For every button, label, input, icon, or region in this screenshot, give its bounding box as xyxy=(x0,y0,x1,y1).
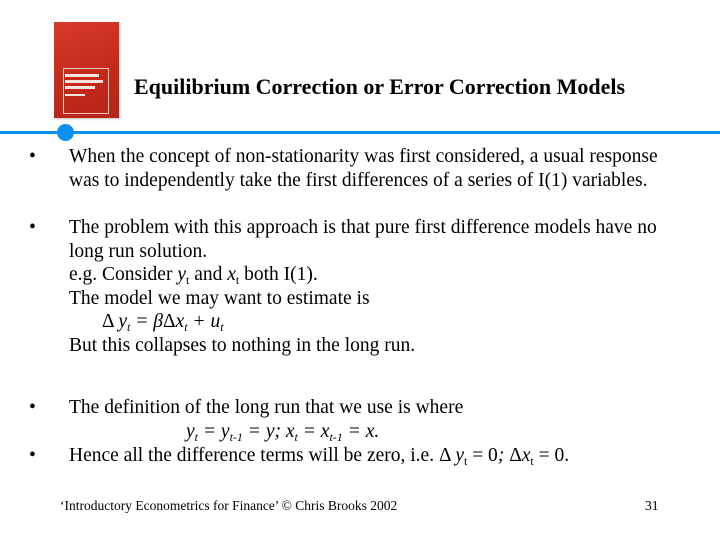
title-rule-dot xyxy=(57,124,74,141)
footer-citation: ‘Introductory Econometrics for Finance’ © Chris Brooks 2002 xyxy=(60,498,398,513)
math-subscript: t xyxy=(294,429,298,444)
math-symbol: = xyxy=(297,420,321,442)
math-var: x xyxy=(227,264,236,285)
math-subscript: t xyxy=(220,320,224,334)
math-subscript: t xyxy=(127,320,131,334)
bullet-marker: • xyxy=(29,217,36,238)
math-symbol: = xyxy=(342,420,366,442)
math-symbol: + xyxy=(187,311,211,332)
math-subscript: t xyxy=(530,454,534,468)
math-symbol: = xyxy=(130,311,154,332)
bullet-2-line-3 xyxy=(69,263,699,287)
math-var: x xyxy=(320,420,330,442)
model-equation xyxy=(69,310,699,334)
math-symbol: Δ xyxy=(102,311,119,332)
title-underline-rule xyxy=(0,131,720,134)
math-var: y xyxy=(455,445,464,466)
text-run: e.g. Consider xyxy=(69,264,178,285)
math-subscript: t xyxy=(185,273,190,287)
math-var: x xyxy=(521,445,531,466)
bullet-4-line-1 xyxy=(69,444,699,468)
math-subscript: t xyxy=(235,273,240,287)
long-run-equation xyxy=(69,420,699,444)
math-symbol: Δ xyxy=(509,445,522,466)
text-run: Hence all the difference terms will be zero, i.e. Δ xyxy=(69,445,456,466)
math-subscript: t-1 xyxy=(229,429,243,444)
math-symbol: ; xyxy=(274,420,286,442)
math-symbol: . xyxy=(374,420,380,442)
text-run: both I(1). xyxy=(239,264,318,285)
math-var: u xyxy=(210,311,221,332)
math-symbol: β xyxy=(153,311,163,332)
math-subscript: t xyxy=(463,454,468,468)
book-cover-image xyxy=(54,22,119,118)
cover-frame xyxy=(63,68,109,114)
page-number: 31 xyxy=(645,498,659,513)
math-var: x xyxy=(175,311,185,332)
bullet-1-line-2: was to independently take the first differences of a series of I(1) variables. xyxy=(69,169,648,191)
bullet-2-line-1: The problem with this approach is that pure first difference models have no xyxy=(69,217,657,238)
text-run: = 0. xyxy=(533,445,570,466)
bullet-1-line-1: When the concept of non-stationarity was first considered, a usual response xyxy=(69,146,658,167)
slide-title: Equilibrium Correction or Error Correction Models xyxy=(134,74,626,99)
math-var: x xyxy=(365,420,375,442)
bullet-2-line-6: But this collapses to nothing in the long run. xyxy=(69,334,416,356)
math-var: y xyxy=(186,420,195,442)
bullet-2-line-4: The model we may want to estimate is xyxy=(69,287,370,309)
math-symbol: ; xyxy=(497,445,510,466)
math-var: y xyxy=(220,420,230,442)
math-var: y xyxy=(118,311,127,332)
math-symbol: = xyxy=(242,420,266,442)
math-symbol: = xyxy=(198,420,221,442)
bullet-2-line-2: long run solution. xyxy=(69,240,208,262)
math-subscript: t xyxy=(194,429,198,444)
math-var: y xyxy=(265,420,275,442)
bullet-marker: • xyxy=(29,397,36,418)
math-symbol: Δ xyxy=(162,311,176,332)
math-subscript: t-1 xyxy=(329,429,343,444)
bullet-marker: • xyxy=(29,146,36,167)
text-run: and xyxy=(189,264,228,285)
bullet-3-line-1: The definition of the long run that we use is where xyxy=(69,397,464,418)
math-var: x xyxy=(285,420,295,442)
bullet-marker: • xyxy=(29,445,36,466)
text-run: = 0 xyxy=(467,445,498,466)
math-var: y xyxy=(177,264,186,285)
math-subscript: t xyxy=(184,320,188,334)
